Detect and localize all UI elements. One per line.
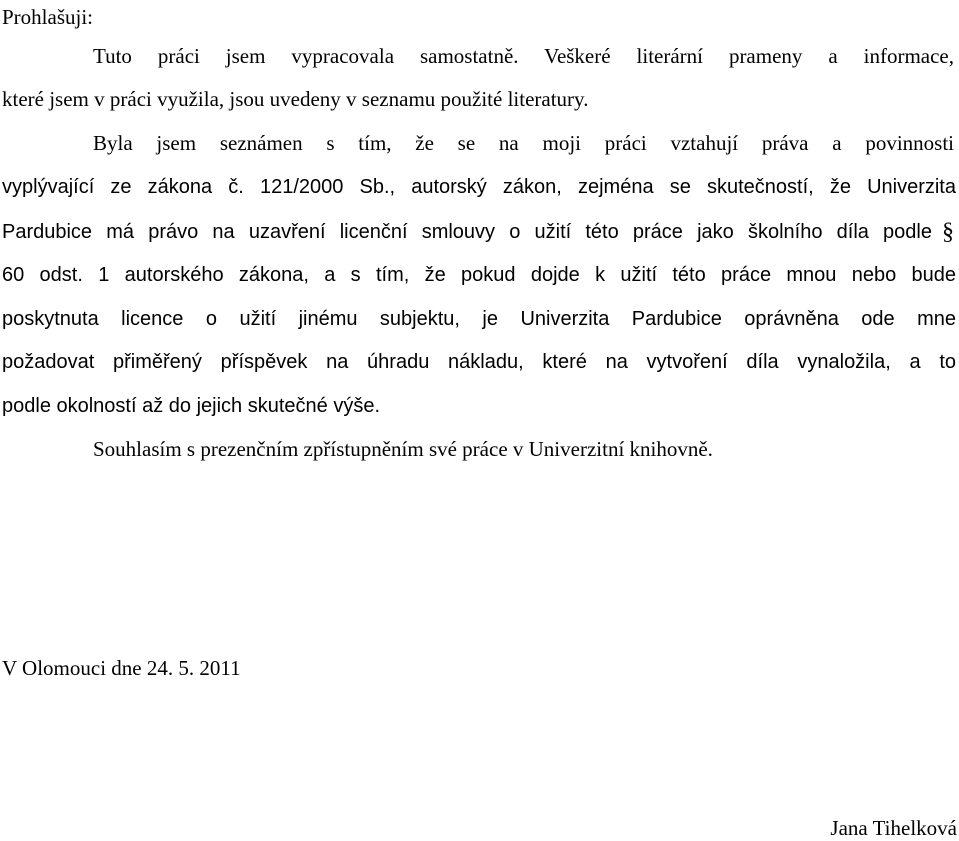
declaration-heading: Prohlašuji: — [2, 5, 94, 29]
para2-line3: Pardubice má právo na uzavření licenční smlouvy o užití této práce jako školního díla podle — [2, 221, 932, 243]
para2-line2: vyplývající ze zákona č. 121/2000 Sb., autorský zákon, zejména se skutečností, že Univerzita — [2, 176, 956, 198]
place-and-date: V Olomouci dne 24. 5. 2011 — [2, 656, 241, 680]
para1-line2: které jsem v práci využila, jsou uvedeny v seznamu použité literatury. — [2, 87, 589, 111]
para2-line1: Byla jsem seznámen s tím, že se na moji práci vztahují práva a povinnosti — [93, 131, 954, 155]
para2-line4: 60 odst. 1 autorského zákona, a s tím, že pokud dojde k užití této práce mnou nebo bude — [2, 264, 956, 286]
para2-line5: poskytnuta licence o užití jinému subjektu, je Univerzita Pardubice oprávněna ode mne — [2, 308, 956, 330]
para2-line6: požadovat přiměřený příspěvek na úhradu nákladu, které na vytvoření díla vynaložila, a to — [2, 351, 956, 373]
para2-line7: podle okolností až do jejich skutečné výše. — [2, 395, 380, 417]
section-sign: § — [942, 219, 954, 245]
signature-name: Jana Tihelková — [830, 816, 957, 840]
para3-line1: Souhlasím s prezenčním zpřístupněním své práce v Univerzitní knihovně. — [93, 437, 713, 461]
para1-line1: Tuto práci jsem vypracovala samostatně. Veškeré literární prameny a informace, — [93, 44, 954, 68]
